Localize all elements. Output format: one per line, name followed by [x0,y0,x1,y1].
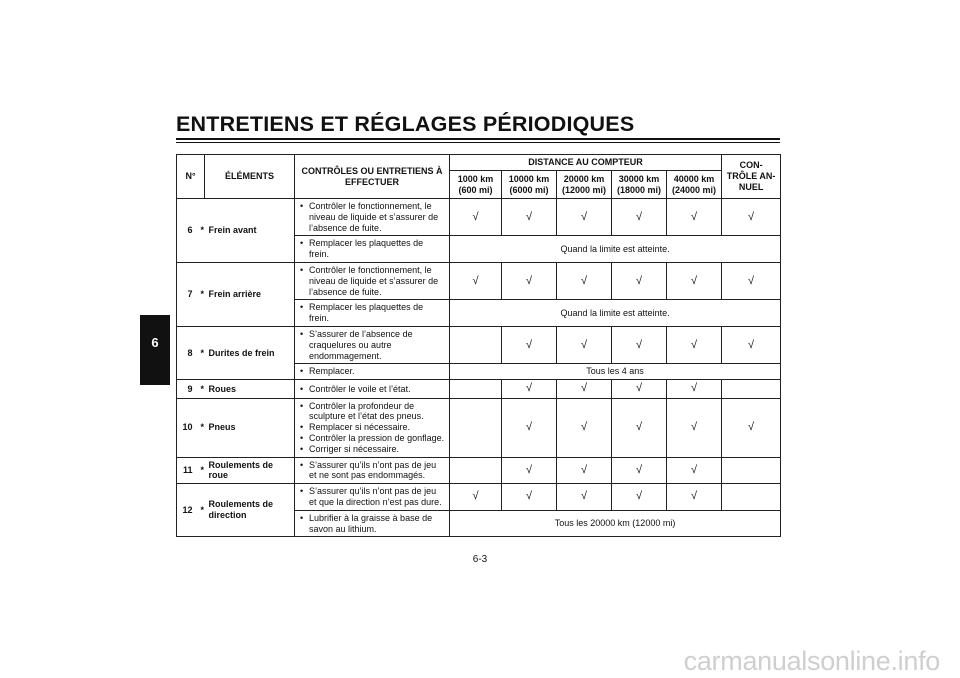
check-mark: √ [722,262,781,299]
check-mark: √ [450,484,502,511]
action-list [299,486,445,508]
check-mark: √ [612,326,667,363]
header-km: 20000 km (12000 mi) [557,171,612,199]
item-name: Durites de frein [205,326,295,379]
table-row [177,398,781,457]
check-mark: √ [557,199,612,236]
interval-note: Tous les 20000 km (12000 mi) [450,510,781,537]
action-list [299,238,445,260]
item-name: Frein avant [205,199,295,263]
dealer-mark: * [197,457,205,484]
empty-cell [450,380,502,398]
check-mark: √ [612,457,667,484]
header-km: 1000 km (600 mi) [450,171,502,199]
watermark: carmanualsonline.info [683,646,940,676]
header-annual: CON-TRÔLE AN-NUEL [722,155,781,199]
check-mark: √ [450,262,502,299]
check-mark: √ [722,398,781,457]
check-mark: √ [502,262,557,299]
action-cell [295,484,450,511]
action-cell [295,380,450,398]
action-item: • Lubrifier à la graisse à base de savon au lithium. [299,513,445,535]
empty-cell [450,398,502,457]
check-mark: √ [667,398,722,457]
check-mark: √ [722,326,781,363]
action-list [299,384,445,395]
dealer-mark: * [197,199,205,263]
check-mark: √ [612,262,667,299]
header-checks: CONTRÔLES OU ENTRETIENS À EFFECTUER [295,155,450,199]
check-mark: √ [667,380,722,398]
action-item: • Contrôler le fonctionnement, le niveau de liquide et s’assurer de l’absence de fuite. [299,265,445,297]
page-number: 6-3 [472,554,488,565]
table-row [177,457,781,484]
action-item: • S’assurer qu’ils n’ont pas de jeu et ne sont pas endommagés. [299,460,445,482]
row-number: 6 [177,199,197,263]
action-item: • Contrôler la profondeur de sculpture et l’état des pneus. [299,401,445,423]
check-mark: √ [502,326,557,363]
check-mark: √ [502,398,557,457]
action-item: • Contrôler le fonctionnement, le niveau de liquide et s’assurer de l’absence de fuite. [299,201,445,233]
dealer-mark: * [197,326,205,379]
item-name: Roues [205,380,295,398]
row-number: 9 [177,380,197,398]
check-mark: √ [557,457,612,484]
interval-note: Quand la limite est atteinte. [450,300,781,327]
action-cell [295,236,450,263]
empty-cell [722,484,781,511]
table-row [177,380,781,398]
action-list [299,366,445,377]
header-elements: ÉLÉMENTS [205,155,295,199]
action-cell [295,326,450,363]
item-name: Frein arrière [205,262,295,326]
dealer-mark: * [197,380,205,398]
dealer-mark: * [197,484,205,537]
dealer-mark: * [197,398,205,457]
action-item: • Contrôler la pression de gonflage. [299,433,445,444]
table-row [177,262,781,299]
check-mark: √ [612,398,667,457]
dealer-mark: * [197,262,205,326]
row-number: 10 [177,398,197,457]
action-cell [295,398,450,457]
action-cell [295,510,450,537]
action-item: • Corriger si nécessaire. [299,444,445,455]
action-cell [295,457,450,484]
empty-cell [722,457,781,484]
action-cell [295,300,450,327]
check-mark: √ [450,199,502,236]
check-mark: √ [667,457,722,484]
action-list [299,329,445,361]
row-number: 11 [177,457,197,484]
check-mark: √ [557,326,612,363]
check-mark: √ [612,484,667,511]
check-mark: √ [502,199,557,236]
item-name: Roulements de roue [205,457,295,484]
action-list [299,401,445,455]
action-item: • S’assurer de l’absence de craquelures ou autre endommagement. [299,329,445,361]
empty-cell [450,326,502,363]
check-mark: √ [557,484,612,511]
check-mark: √ [502,380,557,398]
action-item: • Remplacer si nécessaire. [299,422,445,433]
header-km: 30000 km (18000 mi) [612,171,667,199]
row-number: 8 [177,326,197,379]
table-row [177,199,781,236]
table-row [177,484,781,511]
page-title: ENTRETIENS ET RÉGLAGES PÉRIODIQUES [176,112,635,136]
maintenance-table [176,154,781,537]
check-mark: √ [557,380,612,398]
check-mark: √ [557,262,612,299]
row-number: 12 [177,484,197,537]
header-km: 40000 km (24000 mi) [667,171,722,199]
check-mark: √ [502,457,557,484]
check-mark: √ [502,484,557,511]
check-mark: √ [612,199,667,236]
empty-cell [450,457,502,484]
title-rule-thin [176,142,780,143]
header-no: N° [177,155,205,199]
item-name: Pneus [205,398,295,457]
action-item: • Remplacer les plaquettes de frein. [299,302,445,324]
action-cell [295,199,450,236]
check-mark: √ [557,398,612,457]
action-item: • Remplacer les plaquettes de frein. [299,238,445,260]
check-mark: √ [667,326,722,363]
header-distance: DISTANCE AU COMPTEUR [450,155,722,171]
empty-cell [722,380,781,398]
action-cell [295,262,450,299]
title-rule [176,138,780,140]
check-mark: √ [667,262,722,299]
check-mark: √ [667,484,722,511]
action-list [299,302,445,324]
interval-note: Tous les 4 ans [450,364,781,380]
action-list [299,513,445,535]
action-item: • Remplacer. [299,366,445,377]
header-km: 10000 km (6000 mi) [502,171,557,199]
action-cell [295,364,450,380]
table-row [177,326,781,363]
table-body [177,199,781,537]
check-mark: √ [612,380,667,398]
action-item: • S’assurer qu’ils n’ont pas de jeu et que la direction n’est pas dure. [299,486,445,508]
action-list [299,460,445,482]
check-mark: √ [667,199,722,236]
action-list [299,265,445,297]
action-item: • Contrôler le voile et l’état. [299,384,445,395]
item-name: Roulements de direction [205,484,295,537]
section-tab: 6 [140,315,170,385]
interval-note: Quand la limite est atteinte. [450,236,781,263]
action-list [299,201,445,233]
row-number: 7 [177,262,197,326]
check-mark: √ [722,199,781,236]
